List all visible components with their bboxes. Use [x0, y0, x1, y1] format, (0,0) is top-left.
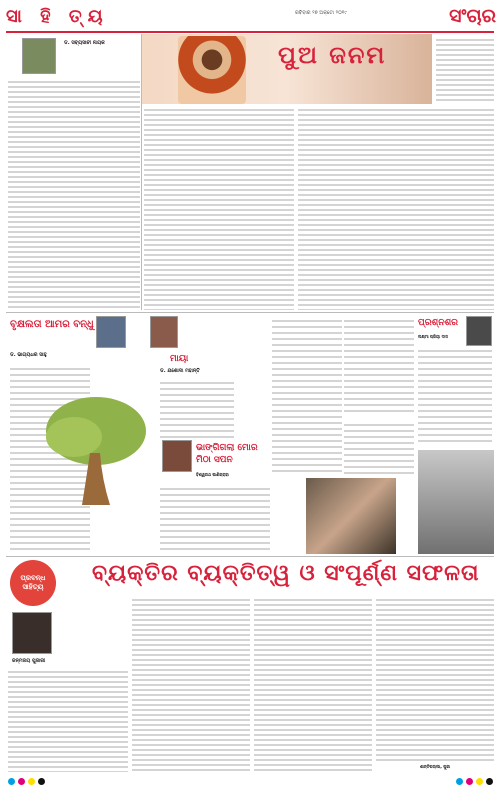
poem-center-body [272, 316, 342, 476]
poem-mid-title: ମାୟା [170, 354, 189, 364]
lead-body-left [8, 78, 140, 310]
lead-author: ଡ. ସବ୍ୟସାଚୀ ନାୟକ [64, 40, 105, 46]
feature-byline-footer: ଶାନ୍ତିପଲ୍ଲୀ, ପୁରୀ [420, 764, 451, 769]
column-rule [141, 34, 142, 310]
print-dot-black-right [486, 778, 493, 785]
lead-title: ପୁଅ ଜନମ [278, 40, 387, 69]
misty-photo [418, 450, 494, 554]
print-dot-magenta-right [466, 778, 473, 785]
poem-center3-body [344, 420, 414, 476]
feature-title: ବ୍ୟକ୍ତିର ବ୍ୟକ୍ତିତ୍ୱ ଓ ସଂପୂର୍ଣ୍ଣ ସଫଳତା [92, 560, 480, 586]
poem-mid2-body [160, 484, 270, 554]
section-rule [6, 312, 494, 313]
lead-body-right [298, 106, 494, 310]
poem-center2-body [344, 316, 414, 416]
feature-body-2 [132, 596, 250, 772]
poem-mid2-author: ବିଶ୍ୱନାଥ ପାଣିଗ୍ରାହୀ [196, 472, 229, 477]
feature-badge: ପ୍ରବନ୍ଧ ସାହିତ୍ୟ [10, 560, 56, 606]
paper-logo: ସଂଚାର [449, 5, 496, 27]
feature-rule [6, 556, 494, 557]
feature-body-3 [254, 596, 372, 772]
poem-left-author-photo [96, 316, 126, 348]
print-dot-yellow-right [476, 778, 483, 785]
poem-right-author: ଲକ୍ଷ୍ମୀ ପ୍ରିୟା ଦାସ [418, 334, 448, 339]
print-dot-cyan [8, 778, 15, 785]
print-dot-magenta [18, 778, 25, 785]
lead-body-mid [144, 106, 294, 310]
poem-mid2-title: ଭାଙ୍ଗିଗଲା ମୋର ମିଠା ସପନ [196, 443, 258, 465]
hero-photo [178, 36, 246, 104]
poem-right-body [418, 346, 492, 446]
print-dot-black [38, 778, 45, 785]
poem-left-author: ଡ. ଭାଗ୍ୟଧର ସାହୁ [10, 352, 47, 358]
print-dot-cyan-right [456, 778, 463, 785]
poem-left-title: ବୃକ୍ଷଲତା ଆମର ବନ୍ଧୁ [10, 319, 94, 330]
poem-mid-author-photo [150, 316, 178, 348]
masthead-rule [6, 31, 494, 33]
feature-author: ଜନ୍ମଜୟ ପୁଜାରୀ [12, 658, 46, 664]
feature-body-4 [376, 596, 494, 762]
feature-author-photo [12, 612, 52, 654]
feature-body-1 [8, 668, 128, 772]
tree-illustration [34, 395, 148, 505]
poem-mid-author: ଡ. ଯଶୋଦା ମହାନ୍ତି [160, 368, 200, 374]
date-line: ରବିବାର ୨୭ ଅକ୍ଟୋ ୨୦୧୯ [295, 10, 347, 16]
poem-mid2-author-photo [162, 440, 192, 472]
lead-body-top-right [436, 36, 494, 104]
section-title: ସା ହି ତ୍ୟ [6, 6, 109, 27]
author-photo [22, 38, 56, 74]
poem-mid-body [160, 378, 234, 438]
couple-illustration [306, 478, 396, 554]
print-dot-yellow [28, 778, 35, 785]
poem-right-title: ପ୍ରଶ୍ନଶର [418, 318, 458, 328]
